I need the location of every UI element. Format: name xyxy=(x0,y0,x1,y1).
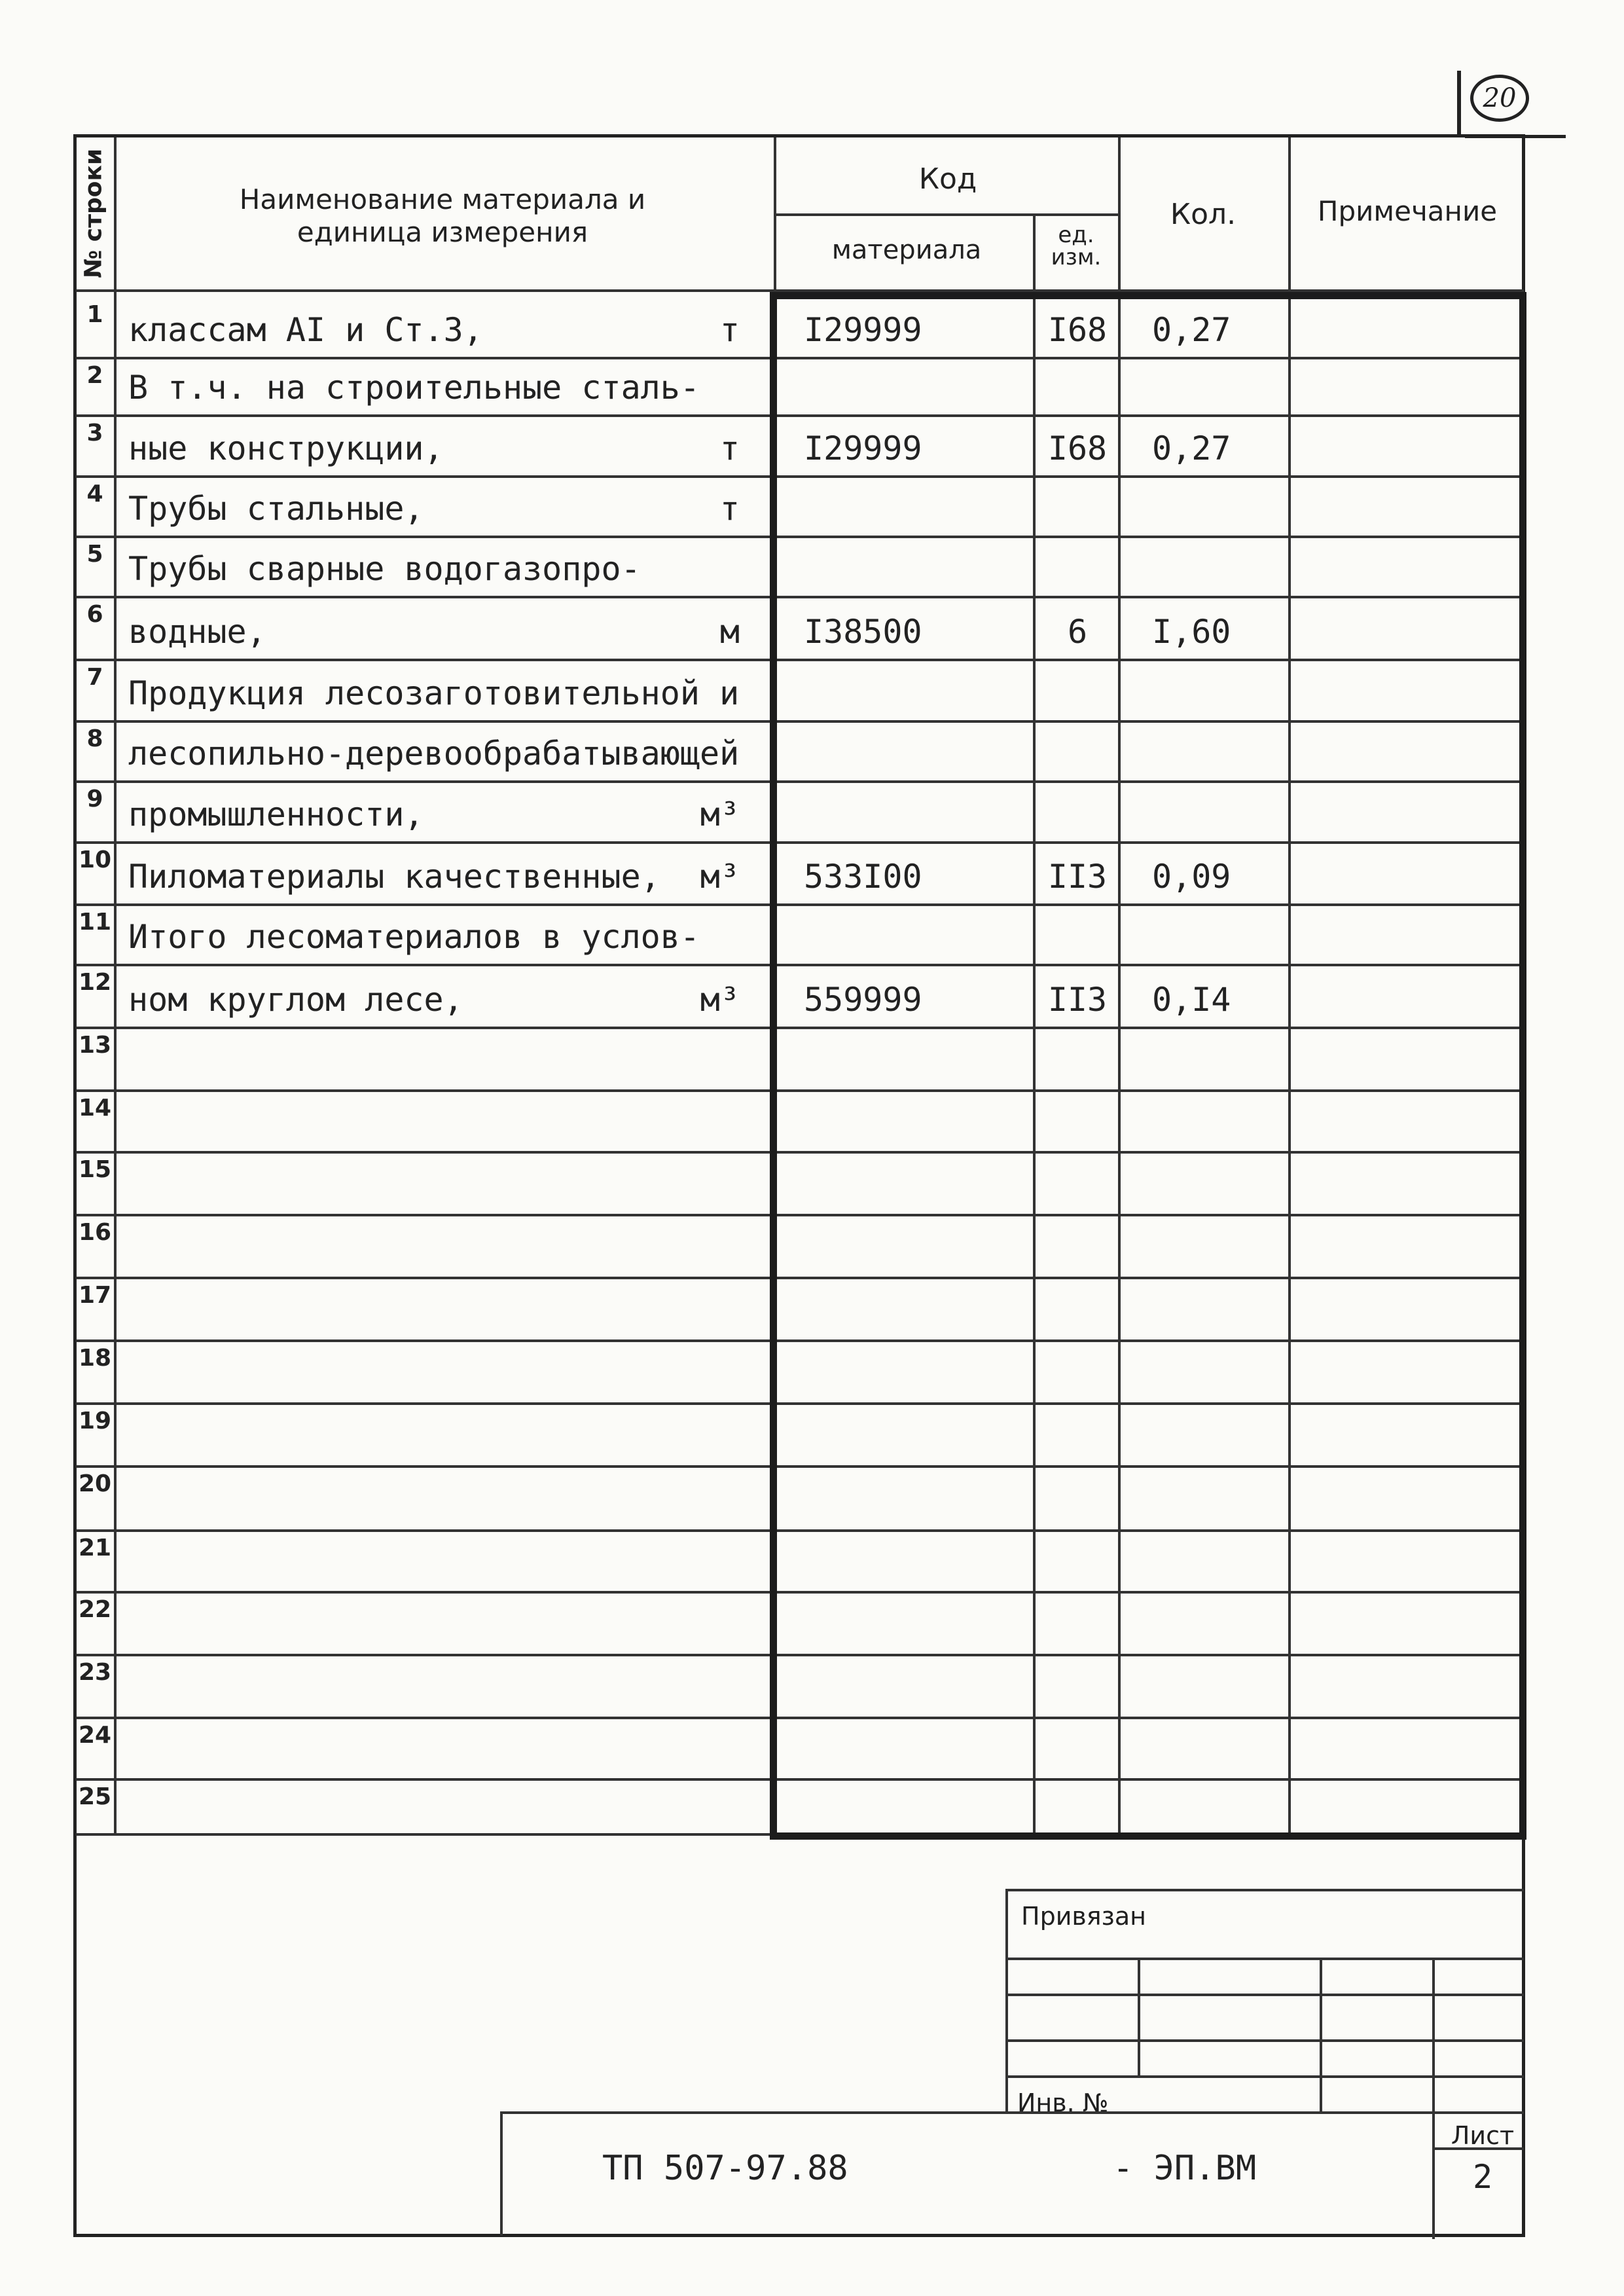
stamp-col-3 xyxy=(1432,1958,1435,2239)
material-unit: м xyxy=(719,613,740,651)
row-number: 21 xyxy=(78,1535,112,1561)
unit-code: I68 xyxy=(1047,311,1108,349)
header-code: Код xyxy=(918,162,977,196)
material-name: Трубы стальные, xyxy=(128,490,424,528)
material-unit: т xyxy=(719,490,740,528)
row-number: 24 xyxy=(78,1722,112,1749)
row-number: 8 xyxy=(86,725,103,752)
row-number: 12 xyxy=(78,969,112,996)
row-number: 2 xyxy=(86,362,103,389)
unit-code: I68 xyxy=(1047,429,1108,467)
row-number: 13 xyxy=(78,1032,112,1059)
document-code-suffix: - ЭП.ВМ xyxy=(1113,2149,1257,2188)
quantity: 0,I4 xyxy=(1152,981,1231,1019)
row-number: 5 xyxy=(86,541,103,568)
title-block-top-line xyxy=(500,2111,1524,2114)
row-number: 14 xyxy=(78,1095,112,1121)
title-block-left-line xyxy=(500,2111,503,2236)
unit-code: II3 xyxy=(1047,858,1108,896)
material-unit: м³ xyxy=(700,981,740,1019)
material-code: 559999 xyxy=(804,981,922,1019)
material-name: Пиломатериалы качественные, xyxy=(128,858,660,896)
row-number: 1 xyxy=(86,301,103,328)
row-number: 11 xyxy=(78,909,112,936)
material-name: классам AI и Ст.3, xyxy=(128,311,483,349)
row-number: 20 xyxy=(78,1470,112,1497)
material-unit: т xyxy=(719,429,740,467)
material-name: промышленности, xyxy=(128,795,424,833)
header-code-subline xyxy=(774,213,1118,216)
unit-code: 6 xyxy=(1067,613,1088,651)
row-number: 17 xyxy=(78,1282,112,1309)
header-quantity: Кол. xyxy=(1170,198,1236,231)
material-unit: м³ xyxy=(700,858,740,896)
stamp-line-3 xyxy=(1005,2039,1524,2042)
header-material-code: материала xyxy=(831,235,982,265)
sheet-number-circle: 20 xyxy=(1470,75,1529,122)
header-row-number: № строки xyxy=(80,148,107,279)
stamp-line-2 xyxy=(1005,1994,1524,1996)
stamp-col-2 xyxy=(1320,1958,1322,2111)
row-number: 16 xyxy=(78,1219,112,1246)
material-name: Итого лесоматериалов в услов- xyxy=(128,918,700,956)
stamp-line-1 xyxy=(1005,1958,1524,1960)
quantity: 0,27 xyxy=(1152,429,1231,467)
material-name: лесопильно-деревообрабатывающей xyxy=(128,735,740,773)
material-code: I38500 xyxy=(804,613,922,651)
row-number: 19 xyxy=(78,1408,112,1434)
stamp-linked-label: Привязан xyxy=(1021,1902,1146,1931)
row-number: 18 xyxy=(78,1345,112,1372)
header-material-name: Наименование материала и единица измерения xyxy=(239,183,646,249)
material-code: I29999 xyxy=(804,311,922,349)
row-number: 23 xyxy=(78,1659,112,1686)
material-name: ные конструкции, xyxy=(128,429,444,467)
row-number: 3 xyxy=(86,420,103,446)
material-unit: м³ xyxy=(700,795,740,833)
material-name: ном круглом лесе, xyxy=(128,981,463,1019)
material-name: Трубы сварные водогазопро- xyxy=(128,550,641,588)
document-code: ТП 507-97.88 xyxy=(602,2149,848,2188)
row-number: 15 xyxy=(78,1156,112,1183)
row-number: 22 xyxy=(78,1596,112,1623)
material-code: 533I00 xyxy=(804,858,922,896)
sheet-label: Лист xyxy=(1451,2121,1515,2150)
material-name: водные, xyxy=(128,613,266,651)
row-number: 6 xyxy=(86,601,103,628)
stamp-col-1 xyxy=(1138,1958,1140,2075)
row-number: 10 xyxy=(78,847,112,873)
col-divider-rownum xyxy=(114,137,117,1833)
material-name: Продукция лесозаготовительной и xyxy=(128,674,740,712)
material-code: I29999 xyxy=(804,429,922,467)
row-number: 9 xyxy=(86,786,103,812)
row-number: 7 xyxy=(86,664,103,691)
quantity: 0,27 xyxy=(1152,311,1231,349)
header-note: Примечание xyxy=(1317,195,1498,227)
stamp-inventory-label: Инв. № xyxy=(1017,2088,1109,2117)
stamp-left-line xyxy=(1005,1889,1008,2111)
stamp-line-4 xyxy=(1005,2075,1524,2078)
quantity: I,60 xyxy=(1152,613,1231,651)
material-unit: т xyxy=(719,311,740,349)
row-number: 25 xyxy=(78,1783,112,1810)
material-name: В т.ч. на строительные сталь- xyxy=(128,369,700,407)
header-unit-code: ед. изм. xyxy=(1051,222,1102,270)
row-number: 4 xyxy=(86,481,103,507)
code-block-bold-frame xyxy=(770,292,1526,1840)
sheet-number: 2 xyxy=(1472,2158,1493,2196)
unit-code: II3 xyxy=(1047,981,1108,1019)
quantity: 0,09 xyxy=(1152,858,1231,896)
stamp-top-line xyxy=(1005,1889,1524,1891)
